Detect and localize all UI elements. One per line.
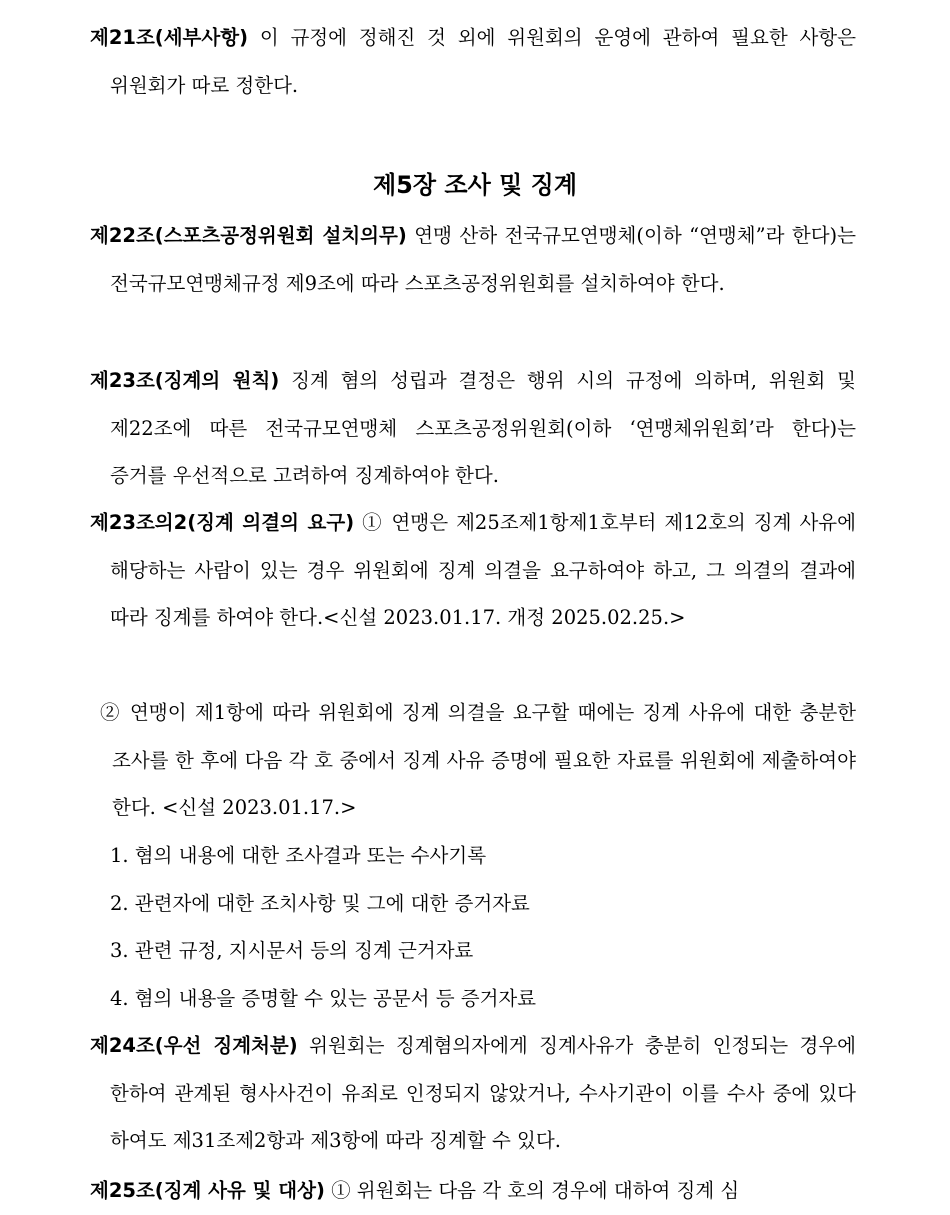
list-item: 2. 관련자에 대한 조치사항 및 그에 대한 증거자료 [110,892,530,915]
article-22 [90,212,856,307]
chapter-title: 제5장 조사 및 징계 [372,171,578,199]
article-22-heading: 제22조(스포츠공정위원회 설치의무) [90,224,407,247]
article-23-2-para2: ② 연맹이 제1항에 따라 위원회에 징계 의결을 요구할 때에는 징계 사유에 대한 충분한 조사를 한 후에 다음 각 호 중에서 징계 사유 증명에 필요한 자료를 위원회에 제출하여야 한다. <신설 2023.01.17.> [100,701,856,819]
article-23-2 [90,499,856,642]
article-24 [90,1022,856,1165]
article-25 [90,1167,856,1215]
article-23 [90,357,856,500]
article-25-heading: 제25조(징계 사유 및 대상) [90,1179,325,1202]
list-item: 4. 혐의 내용을 증명할 수 있는 공문서 등 증거자료 [110,987,537,1010]
article-25-body: ① 위원회는 다음 각 호의 경우에 대하여 징계 심 [331,1179,740,1202]
article-21-body: 이 규정에 정해진 것 외에 위원회의 운영에 관하여 필요한 사항은 위원회가 따로 정한다. [110,26,856,97]
list-item: 3. 관련 규정, 지시문서 등의 징계 근거자료 [110,939,474,962]
article-21 [90,14,856,109]
article-23-body: 징계 혐의 성립과 결정은 행위 시의 규정에 의하며, 위원회 및 제22조에 따른 전국규모연맹체 스포츠공정위원회(이하 ‘연맹체위원회’라 한다)는 증거를 우선적으로 고려하여 징계하여야 한다. [110,369,857,487]
article-21-heading: 제21조(세부사항) [90,26,248,49]
article-23-heading: 제23조(징계의 원칙) [90,369,280,392]
article-24-heading: 제24조(우선 징계처분) [90,1034,298,1057]
article-23-2-para1: ① 연맹은 제25조제1항제1호부터 제12호의 징계 사유에 해당하는 사람이 있는 경우 위원회에 징계 의결을 요구하여야 하고, 그 의결의 결과에 따라 징계를 하여야 한다.<신설 2023.01.17. 개정 2025.02.25.> [110,511,856,629]
article-23-2-heading: 제23조의2(징계 의결의 요구) [90,511,355,534]
article-24-body: 위원회는 징계혐의자에게 징계사유가 충분히 인정되는 경우에 한하여 관계된 형사사건이 유죄로 인정되지 않았거나, 수사기관이 이를 수사 중에 있다 하여도 제31조제2항과 제3항에 따라 징계할 수 있다. [110,1034,856,1152]
list-item: 1. 혐의 내용에 대한 조사결과 또는 수사기록 [110,844,487,867]
article-22-body: 연맹 산하 전국규모연맹체(이하 “연맹체”라 한다)는 전국규모연맹체규정 제9조에 따라 스포츠공정위원회를 설치하여야 한다. [110,224,857,295]
